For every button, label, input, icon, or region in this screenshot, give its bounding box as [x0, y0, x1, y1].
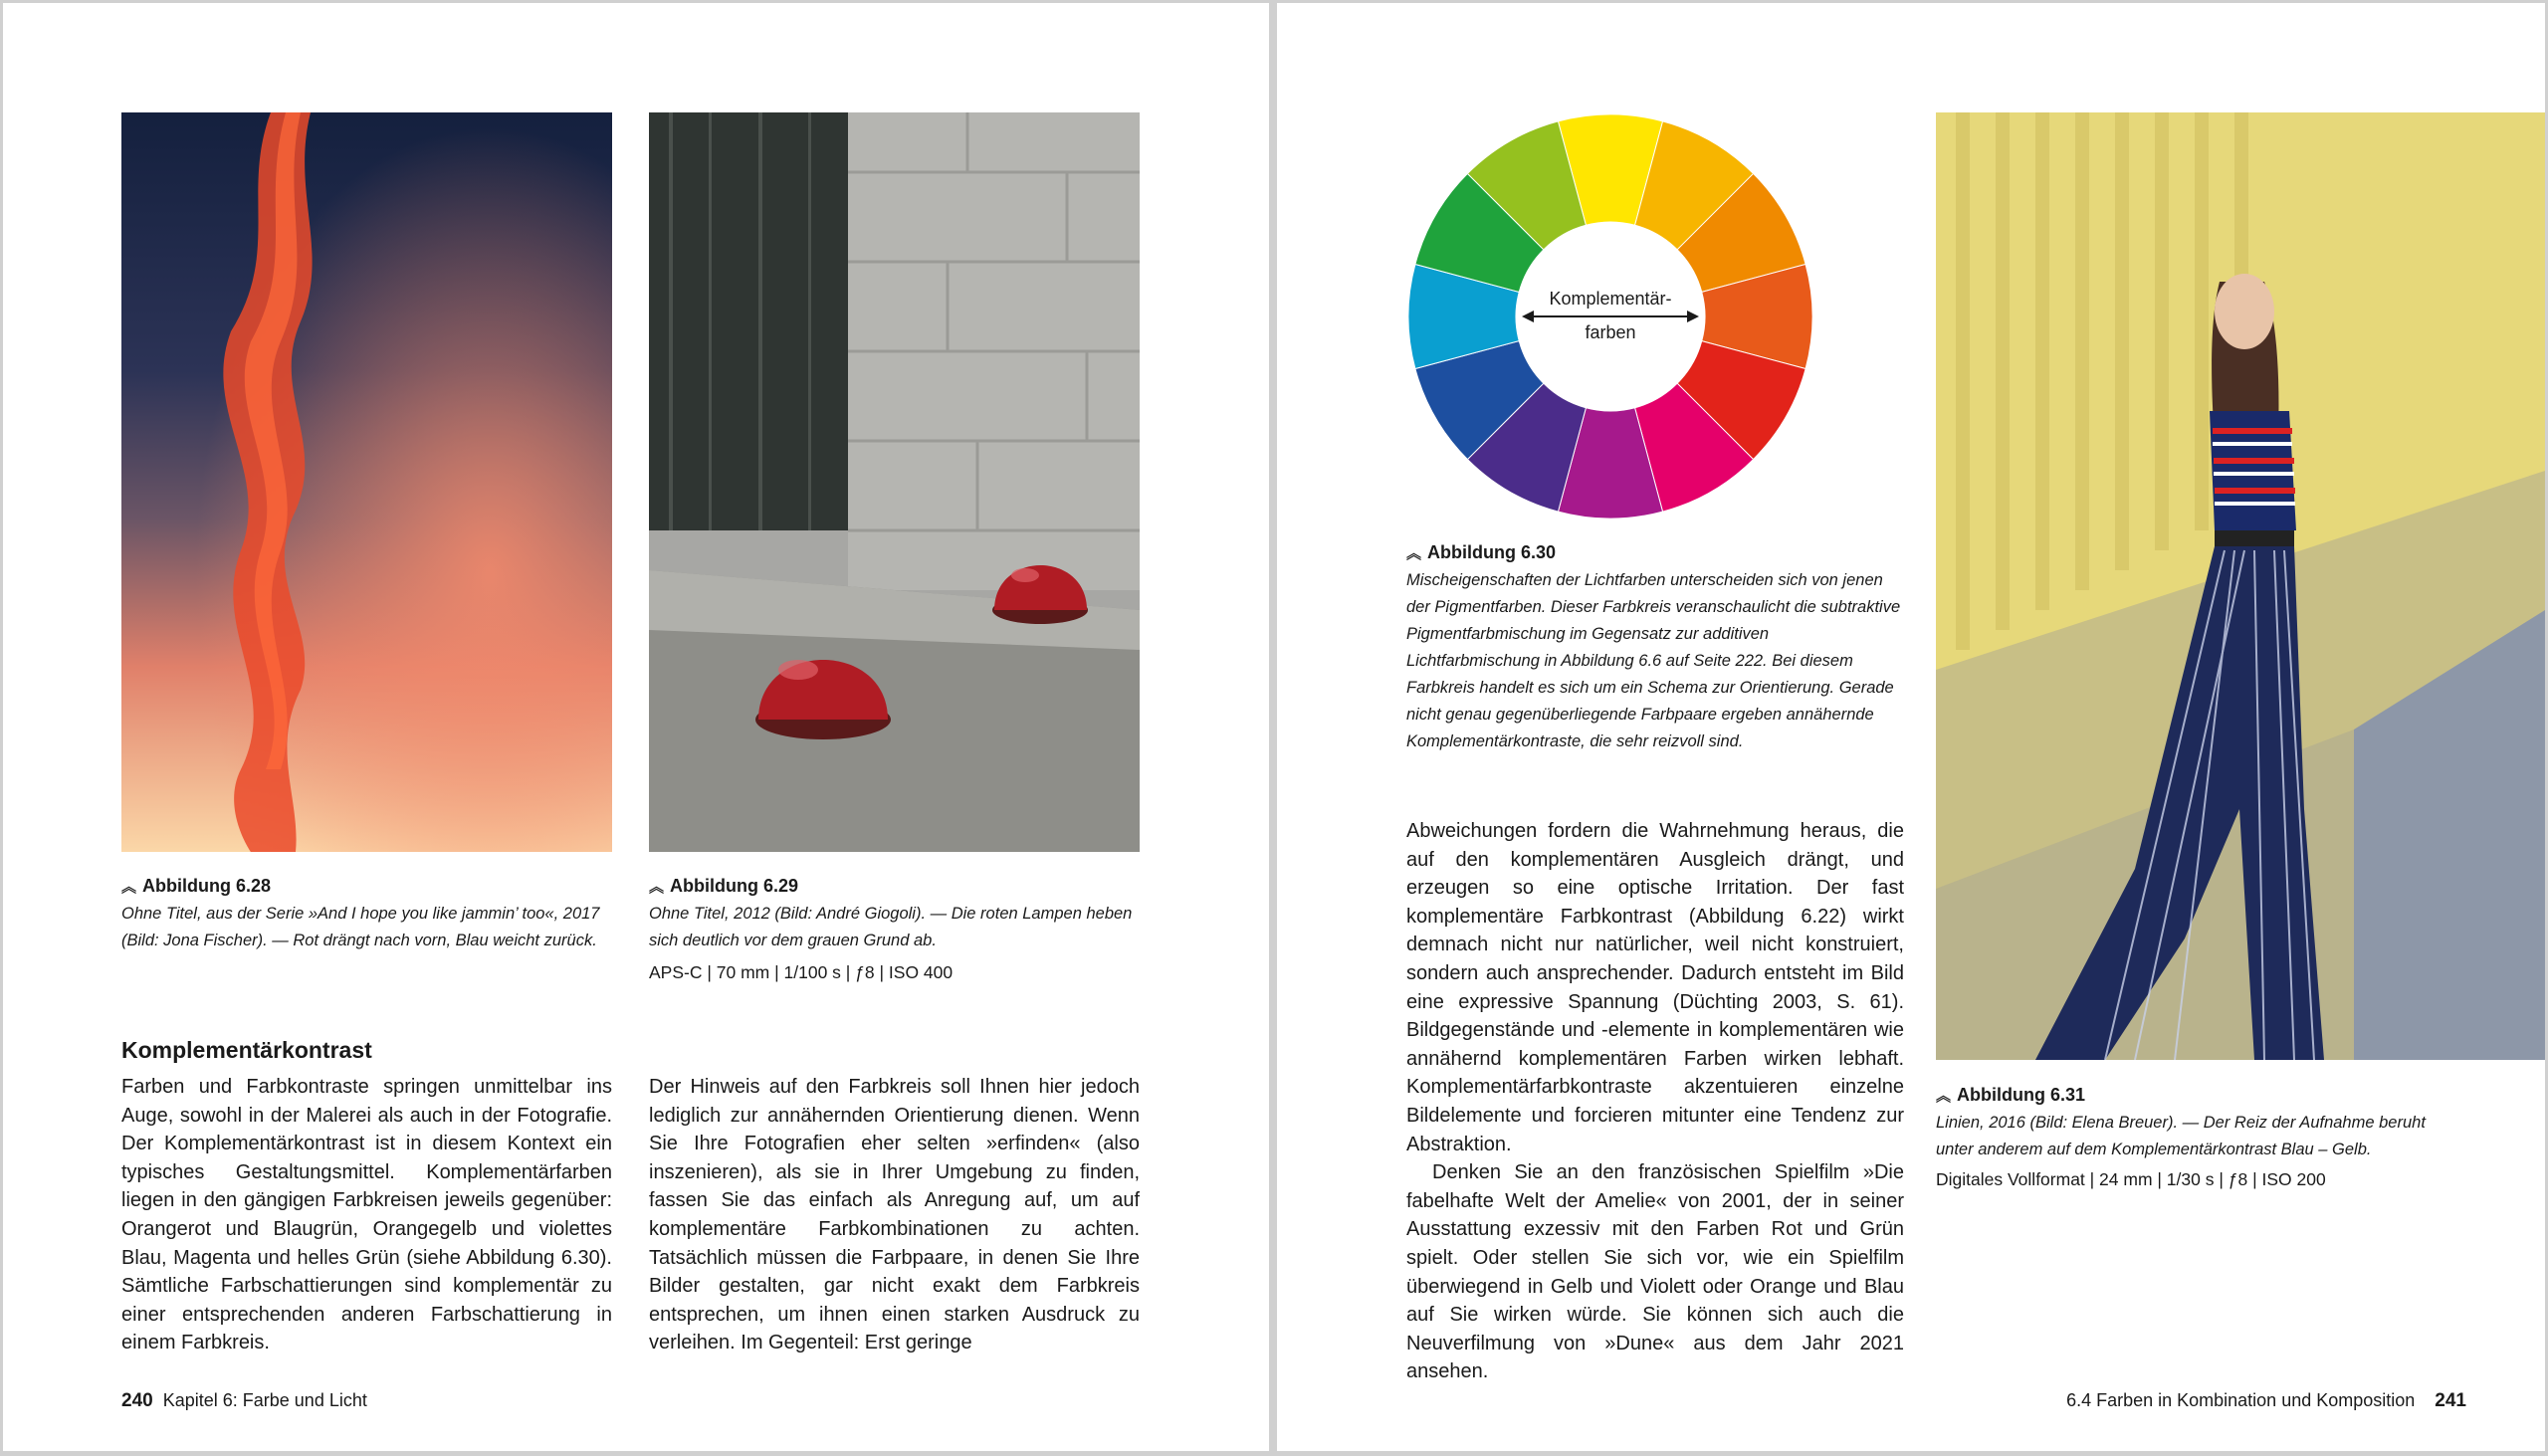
photo-6-29 — [649, 112, 1140, 852]
running-title: Kapitel 6: Farbe und Licht — [162, 1390, 367, 1410]
page-footer-right — [1894, 1388, 2466, 1413]
caption-6-29-meta: APS-C | 70 mm | 1/100 s | ƒ8 | ISO 400 — [649, 962, 954, 982]
right-page — [1277, 3, 2545, 1451]
paragraph: Abweichungen fordern die Wahrnehmung heraus, die auf den komplementären Ausgleich drängt, und erzeugen so eine optische Irritation. Der fast komplementäre Farbkontrast (Abbildung 6.22) wirkt demnach nicht nur natürlicher, weil nicht konstruiert, sondern auch ansprechender. Dadurch entsteht im Bild eine expressive Spannung (Düchting 2003, S. 61). Bildgegenstände und -elemente in komplementären wie annähernd komplementären Farben wirken lebhaft. Komplementärfarbkontraste akzentuieren einzelne Bildelemente und forcieren mitunter eine Tendenz zur Abstraktion. — [1406, 820, 1904, 1155]
double-chevron-up-icon: ︽ — [649, 879, 665, 896]
photo-6-28-image — [121, 112, 612, 852]
paragraph: Denken Sie an den französischen Spielfilm »Die fabelhafte Welt der Amelie« von 2001, der in seiner Ausstattung exzessiv mit den Farben Rot und Grün spielt. Oder stellen Sie sich vor, wie ein Spielfilm überwiegend in Gelb und Violett oder Orange und Blau auf Sie wirken würde. Sie können sich auch die Neuverfilmung von »Dune« aus dem Jahr 2021 ansehen. — [1406, 1161, 1904, 1383]
double-chevron-up-icon: ︽ — [1936, 1088, 1952, 1105]
caption-6-29-label: Abbildung 6.29 — [670, 876, 799, 896]
double-chevron-up-icon: ︽ — [1406, 545, 1422, 562]
caption-6-29-text: Ohne Titel, 2012 (Bild: André Giogoli). — Die roten Lampen heben sich deutlich vor dem grauen Grund ab. — [649, 905, 1133, 949]
color-wheel — [1406, 112, 1814, 520]
caption-6-30-text: Mischeigenschaften der Lichtfarben unterscheiden sich von jenen der Pigmentfarben. Dieser Farbkreis veranschaulicht die subtraktive Pigmentfarbmischung im Gegensatz zur additiven Lichtfarbmischung in Abbildung 6.6 auf Seite 222. Bei diesem Farbkreis handelt es sich um ein Schema zur Orientierung. Gerade nicht genau gegenüberliegende Farbpaare ergeben annähernde Komplementärkontraste, die sehr reizvoll sind. — [1406, 571, 1901, 750]
page-footer-left — [121, 1388, 719, 1413]
left-page — [3, 3, 1269, 1451]
caption-6-30-label: Abbildung 6.30 — [1427, 542, 1557, 562]
caption-6-28-text: Ohne Titel, aus der Serie »And I hope you like jammin’ too«, 2017 (Bild: Jona Fischer). — Rot drängt nach vorn, Blau weicht zurück. — [121, 905, 600, 949]
photo-6-31-image — [1936, 112, 2545, 1060]
color-wheel-graphic — [1406, 112, 1814, 520]
paragraph: Der Hinweis auf den Farbkreis soll Ihnen hier jedoch lediglich zur annähernden Orientierung dienen. Wenn Sie Ihre Fotografien eher selten »erfinden« (also inszenieren), als sie in Ihrer Umgebung zu finden, fassen Sie das einfach als Anregung auf, um auf komplementäre Farbkombinationen zu achten. Tatsächlich müssen die Farbpaare, in denen Sie Ihre Bilder gestalten, gar nicht exakt dem Farbkreis entsprechen, um ihnen einen starken Ausdruck zu verleihen. Im Gegenteil: Erst geringe — [649, 1076, 1140, 1354]
caption-6-31-title — [1936, 1083, 2453, 1109]
photo-6-28 — [121, 112, 612, 852]
section-heading: Komplementärkontrast — [121, 1037, 372, 1063]
left-column-text — [121, 1073, 612, 1357]
caption-6-29-title — [649, 874, 1140, 900]
caption-6-31-text: Linien, 2016 (Bild: Elena Breuer). — Der Reiz der Aufnahme beruht unter anderem auf dem Komplementärkontrast Blau – Gelb. — [1936, 1114, 2426, 1158]
right-column-text — [649, 1073, 1140, 1357]
running-title: 6.4 Farben in Kombination und Komposition — [2066, 1390, 2416, 1410]
caption-6-31-label: Abbildung 6.31 — [1957, 1085, 2086, 1105]
caption-6-31-meta: Digitales Vollformat | 24 mm | 1/30 s | ƒ8 | ISO 200 — [1936, 1169, 2326, 1189]
right-page-text — [1406, 817, 1904, 1386]
wheel-center-label-line2: farben — [1585, 322, 1636, 342]
caption-6-28-label: Abbildung 6.28 — [142, 876, 272, 896]
caption-6-28-title — [121, 874, 612, 900]
page-number: 241 — [2435, 1390, 2466, 1411]
photo-6-29-image — [649, 112, 1140, 852]
page-number: 240 — [121, 1390, 153, 1411]
caption-6-30-title — [1406, 540, 1904, 566]
photo-6-31 — [1936, 112, 2545, 1060]
double-chevron-up-icon: ︽ — [121, 879, 137, 896]
wheel-center-label-line1: Komplementär- — [1549, 289, 1672, 309]
paragraph: Farben und Farbkontraste springen unmittelbar ins Auge, sowohl in der Malerei als auch in der Fotografie. Der Komplementärkontrast ist in diesem Kontext ein typisches Gestaltungsmittel. Komplementärfarben liegen in den gängigen Farbkreisen jeweils gegenüber: Orangerot und Blaugrün, Orangegelb und violettes Blau, Magenta und helles Grün (siehe Abbildung 6.30). Sämtliche Farbschattierungen sind komplementär zu einer entsprechenden anderen Farbschattierung in einem Farbkreis. — [121, 1076, 612, 1354]
